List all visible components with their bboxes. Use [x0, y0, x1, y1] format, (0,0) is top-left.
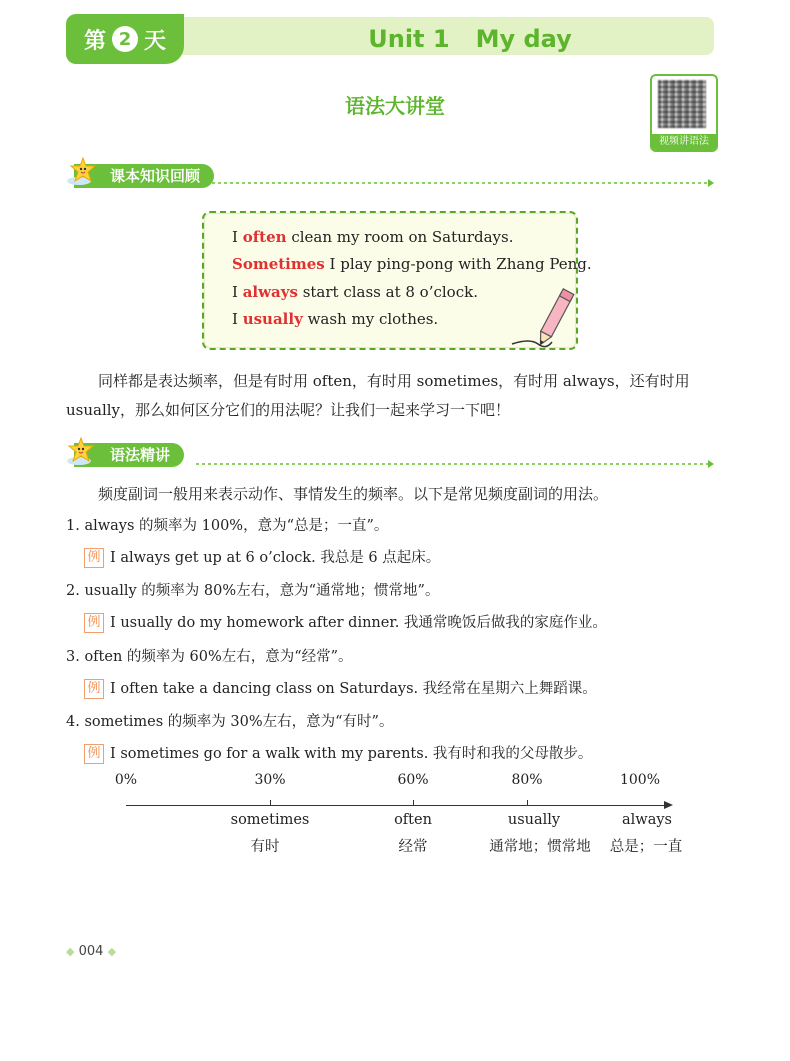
axis-arrow-icon [664, 801, 673, 809]
star-mascot-icon [66, 436, 96, 466]
rule-item: 4. sometimes 的频率为 30%左右，意为“有时”。 [66, 714, 394, 730]
highlight-word: always [242, 283, 298, 301]
scale-percent: 30% [254, 772, 286, 788]
rule-item: 1. always 的频率为 100%，意为“总是；一直”。 [66, 518, 389, 534]
unit-name: My day [475, 25, 572, 53]
example-tag-icon: 例 [84, 548, 104, 568]
axis-tick [527, 800, 528, 806]
scale-word: usually [507, 812, 561, 828]
rule-item: 3. often 的频率为 60%左右，意为“经常”。 [66, 649, 353, 665]
scale-word: always [622, 812, 672, 828]
example-sentence: Sometimes I play ping-pong with Zhang Peng. [232, 255, 592, 273]
scale-word: sometimes [230, 812, 310, 828]
scale-percent: 60% [397, 772, 429, 788]
qr-code-image[interactable] [658, 80, 706, 128]
frequency-axis [126, 805, 666, 806]
divider-arrow-icon [708, 460, 714, 468]
qr-code-label: 视频讲语法 [650, 134, 718, 150]
day-number: 2 [112, 26, 138, 52]
scale-percent: 80% [511, 772, 543, 788]
scale-meaning: 经常 [398, 839, 428, 855]
section-divider [200, 182, 708, 184]
pencil-icon [508, 282, 584, 352]
rule-example: 例 I always get up at 6 o’clock. 我总是 6 点起床。 [84, 546, 440, 568]
scale-meaning: 总是；一直 [609, 839, 683, 855]
divider-arrow-icon [708, 179, 714, 187]
example-tag-icon: 例 [84, 679, 104, 699]
section-title-grammar: 语法精讲 [74, 443, 184, 467]
day-prefix: 第 [83, 28, 106, 54]
rule-example: 例 I usually do my homework after dinner. 我通常晚饭后做我的家庭作业。 [84, 611, 607, 633]
grammar-intro: 频度副词一般用来表示动作、事情发生的频率。以下是常见频度副词的用法。 [98, 485, 609, 503]
rule-example: 例 I often take a dancing class on Saturdays. 我经常在星期六上舞蹈课。 [84, 677, 597, 699]
example-tag-icon: 例 [84, 613, 104, 633]
scale-meaning: 通常地；惯常地 [489, 839, 591, 855]
scale-percent: 100% [619, 772, 661, 788]
scale-percent: 0% [114, 772, 138, 788]
rule-item: 2. usually 的频率为 80%左右，意为“通常地；惯常地”。 [66, 583, 440, 599]
section-divider [196, 463, 708, 465]
rule-example: 例 I sometimes go for a walk with my parents. 我有时和我的父母散步。 [84, 742, 592, 764]
axis-tick [270, 800, 271, 806]
section-title-review: 课本知识回顾 [74, 164, 214, 188]
highlight-word: Sometimes [232, 255, 325, 273]
highlight-word: usually [242, 310, 303, 328]
example-sentence: I usually wash my clothes. [232, 310, 439, 328]
example-sentence: I always start class at 8 o’clock. [232, 283, 478, 301]
axis-tick [413, 800, 414, 806]
lesson-title: 语法大讲堂 [345, 94, 445, 118]
example-sentence: I often clean my room on Saturdays. [232, 228, 514, 246]
star-mascot-icon [66, 156, 96, 186]
highlight-word: often [242, 228, 287, 246]
unit-title [300, 22, 640, 56]
intro-paragraph: 同样都是表达频率，但是有时用 often，有时用 sometimes，有时用 always，还有时用 usually，那么如何区分它们的用法呢？让我们一起来学习一下吧！ [66, 372, 690, 419]
unit-label: Unit 1 [368, 25, 450, 53]
day-suffix: 天 [144, 28, 167, 54]
example-tag-icon: 例 [84, 744, 104, 764]
scale-word: often [394, 812, 432, 828]
day-badge [66, 14, 184, 64]
page-number: ◆ 004 ◆ [66, 944, 117, 959]
scale-meaning: 有时 [250, 839, 280, 855]
